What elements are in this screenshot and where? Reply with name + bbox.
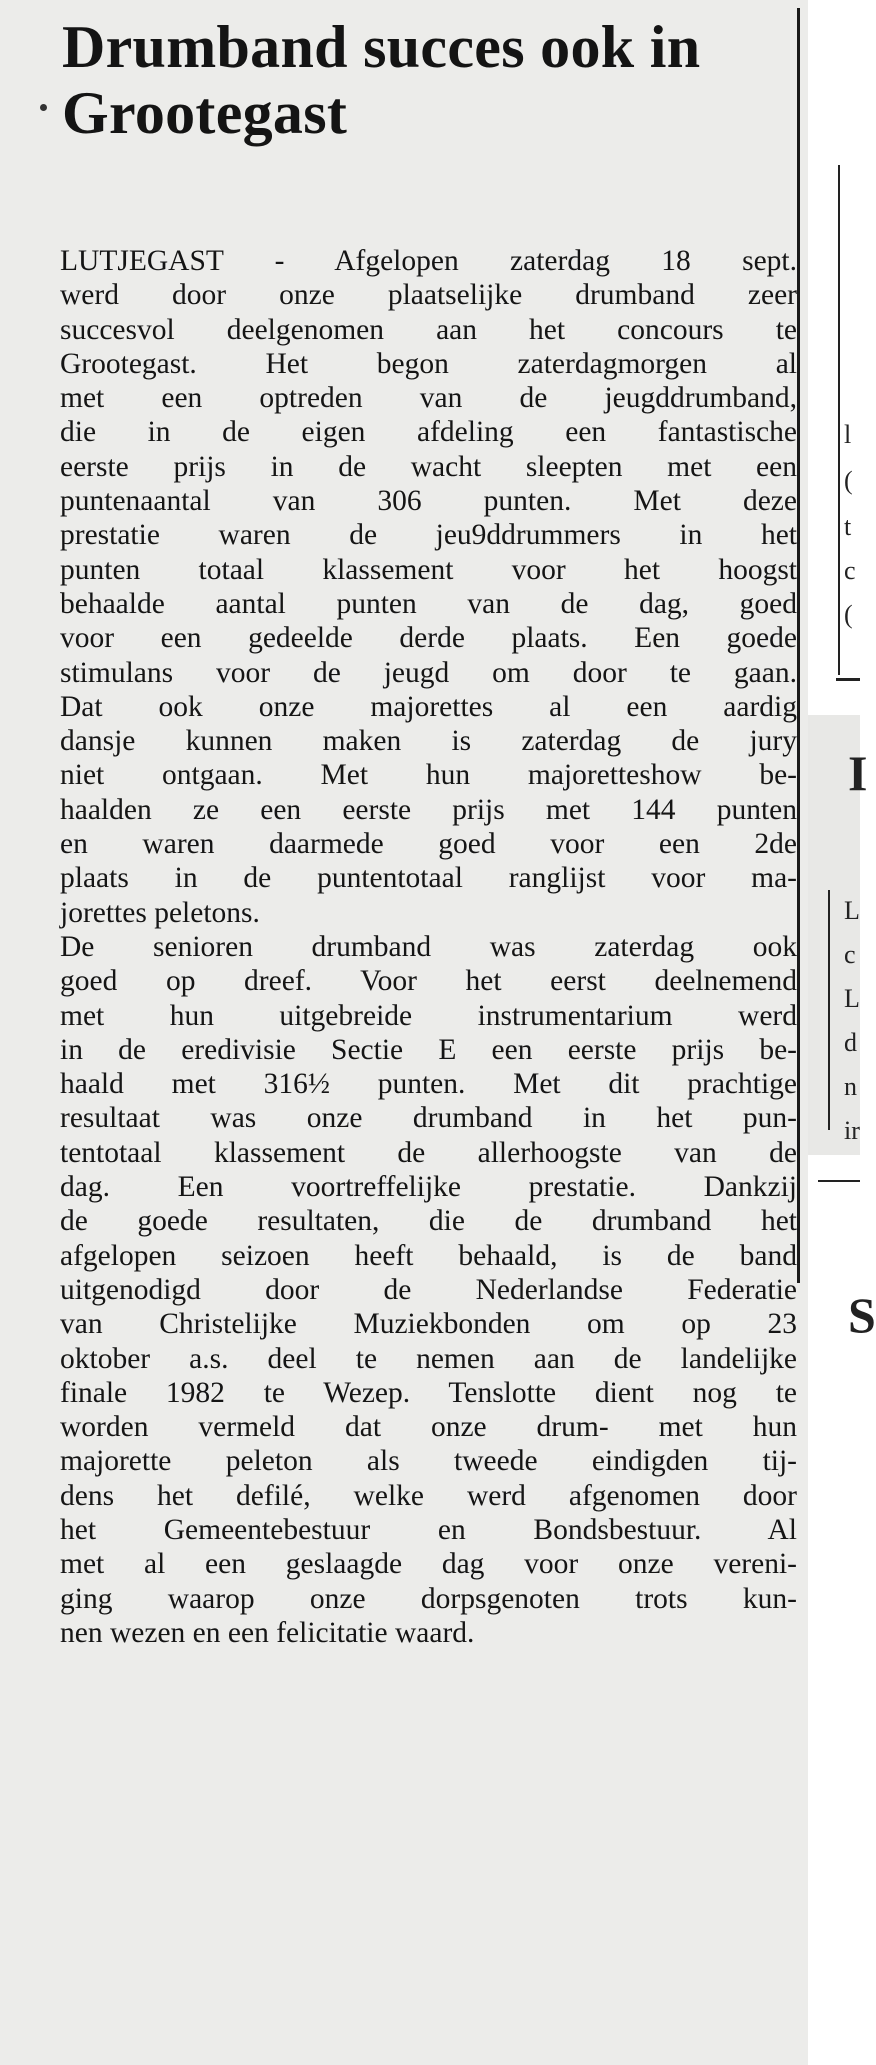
body-text-line: nen wezen en een felicitatie waard. xyxy=(60,1616,475,1649)
body-text-line: resultaat was onze drumband in het pun- xyxy=(60,1102,797,1135)
body-text-line: het Gemeentebestuur en Bondsbestuur. Al xyxy=(60,1513,797,1546)
body-text-line: die in de eigen afdeling een fantastische xyxy=(60,416,797,449)
body-text-line: en waren daarmede goed voor een 2de xyxy=(60,828,797,861)
body-text-line: stimulans voor de jeugd om door te gaan. xyxy=(60,656,797,689)
headline-line: Drumband succes ook in xyxy=(62,14,701,80)
body-text-line: Dat ook onze majorettes al een aardig xyxy=(60,690,797,723)
body-text-line: behaalde aantal punten van de dag, goed xyxy=(60,587,797,620)
body-text-line: haalden ze een eerste prijs met 144 punten xyxy=(60,793,797,826)
body-text-line: ging waarop onze dorpsgenoten trots kun- xyxy=(60,1582,797,1615)
body-text-line: met een optreden van de jeugddrumband, xyxy=(60,382,797,415)
body-text-line: werd door onze plaatselijke drumband zeer xyxy=(60,279,797,312)
adjacent-column-rule xyxy=(838,165,840,675)
adjacent-text-fragment: c xyxy=(844,556,856,585)
adjacent-text-fragment: L xyxy=(844,896,860,925)
adjacent-text-fragment: l xyxy=(844,420,852,449)
body-text-line: dens het defilé, welke werd afgenomen door xyxy=(60,1479,797,1512)
headline-line: Grootegast xyxy=(62,80,348,146)
body-text-line: plaats in de puntentotaal ranglijst voor ma- xyxy=(60,862,797,895)
body-text-line: worden vermeld dat onze drum- met hun xyxy=(60,1411,797,1444)
adjacent-text-fragment: n xyxy=(844,1072,857,1101)
headline-bullet-mark xyxy=(40,104,47,111)
adjacent-headline-fragment: I xyxy=(848,745,868,801)
adjacent-divider-rule xyxy=(836,678,860,681)
body-text-line: succesvol deelgenomen aan het concours te xyxy=(60,313,797,346)
body-text-line: LUTJEGAST - Afgelopen zaterdag 18 sept. xyxy=(60,245,797,277)
body-text-line: niet ontgaan. Met hun majoretteshow be- xyxy=(60,759,797,792)
adjacent-text-fragment: d xyxy=(844,1028,857,1057)
body-text-line: voor een gedeelde derde plaats. Een goede xyxy=(60,622,797,655)
adjacent-text-fragment: L xyxy=(844,984,860,1013)
body-text-line: punten totaal klassement voor het hoogst xyxy=(60,553,797,586)
body-text-line: goed op dreef. Voor het eerst deelnemend xyxy=(60,965,797,998)
body-text-line: majorette peleton als tweede eindigden tij- xyxy=(60,1445,797,1478)
adjacent-article-edge xyxy=(808,0,876,2065)
body-text-line: puntenaantal van 306 punten. Met deze xyxy=(60,485,797,518)
column-rule xyxy=(797,8,800,1283)
adjacent-divider-rule xyxy=(818,1180,860,1182)
adjacent-text-fragment: ( xyxy=(844,600,853,629)
body-text-line: in de eredivisie Sectie E een eerste prijs be- xyxy=(60,1033,797,1066)
adjacent-text-fragment: c xyxy=(844,940,856,969)
body-text-line: uitgenodigd door de Nederlandse Federatie xyxy=(60,1273,797,1306)
body-text-line: eerste prijs in de wacht sleepten met een xyxy=(60,450,797,483)
body-text-line: De senioren drumband was zaterdag ook xyxy=(60,930,797,963)
adjacent-column-rule xyxy=(828,890,830,1130)
article-headline xyxy=(62,14,802,146)
body-text-line: dansje kunnen maken is zaterdag de jury xyxy=(60,725,797,758)
article-body xyxy=(60,244,797,1650)
adjacent-text-fragment: ( xyxy=(844,466,853,495)
body-text-line: Grootegast. Het begon zaterdagmorgen al xyxy=(60,347,797,380)
body-text-line: de goede resultaten, die de drumband het xyxy=(60,1205,797,1238)
body-text-line: prestatie waren de jeu9ddrummers in het xyxy=(60,519,797,552)
body-text-line: dag. Een voortreffelijke prestatie. Dankzij xyxy=(60,1171,797,1204)
adjacent-text-fragment: t xyxy=(844,512,852,541)
adjacent-text-fragment: ir xyxy=(844,1116,860,1145)
body-text-line: met al een geslaagde dag voor onze vereni- xyxy=(60,1548,797,1581)
body-text-line: van Christelijke Muziekbonden om op 23 xyxy=(60,1308,797,1341)
body-text-line: finale 1982 te Wezep. Tenslotte dient nog te xyxy=(60,1376,797,1409)
body-text-line: jorettes peletons. xyxy=(60,896,260,929)
body-text-line: met hun uitgebreide instrumentarium werd xyxy=(60,999,797,1032)
body-text-line: tentotaal klassement de allerhoogste van de xyxy=(60,1136,797,1169)
body-text-line: afgelopen seizoen heeft behaald, is de band xyxy=(60,1239,797,1272)
body-text-line: haald met 316½ punten. Met dit prachtige xyxy=(60,1068,797,1101)
body-text-line: oktober a.s. deel te nemen aan de landelijke xyxy=(60,1342,797,1375)
adjacent-headline-fragment: S xyxy=(848,1287,876,1343)
